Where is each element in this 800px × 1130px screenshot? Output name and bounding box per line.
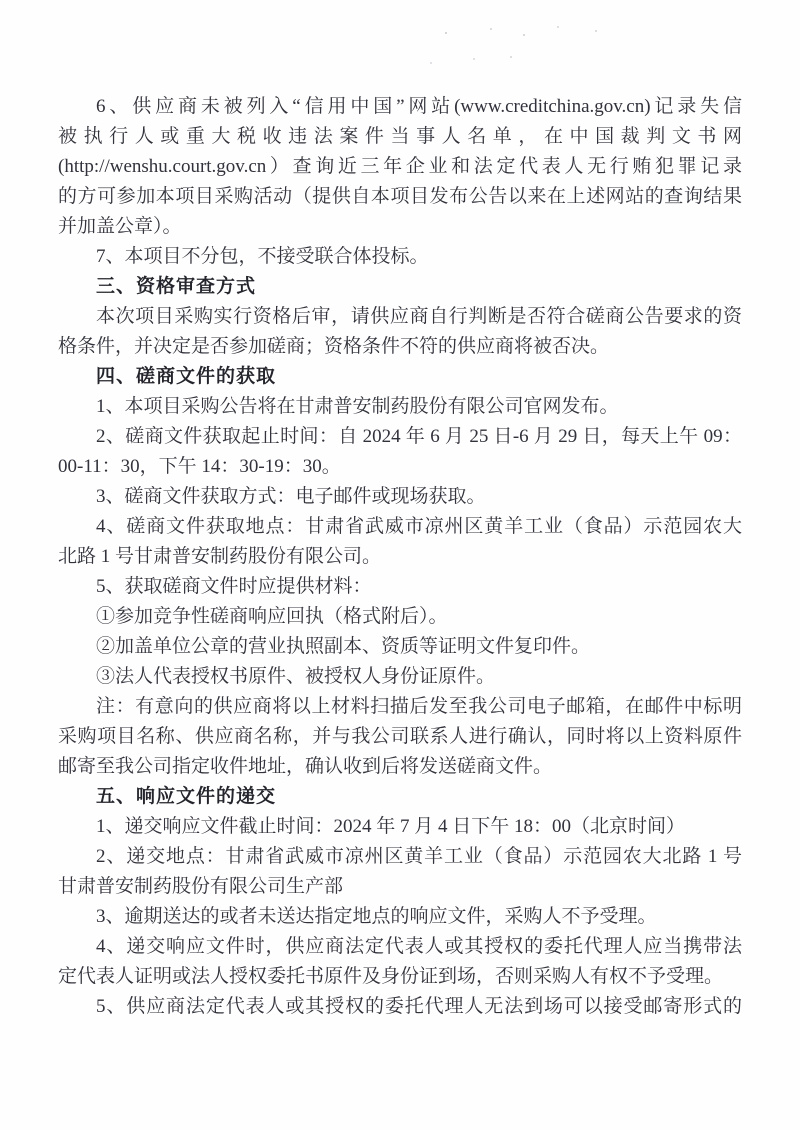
text-line: 4、递交响应文件时，供应商法定代表人或其授权的委托代理人应当携带法: [96, 936, 742, 957]
scan-noise: [445, 32, 447, 34]
text-line: 格条件，并决定是否参加磋商；资格条件不符的供应商将被否决。: [58, 336, 610, 357]
text-line: 本次项目采购实行资格后审，请供应商自行判断是否符合磋商公告要求的资: [96, 306, 742, 327]
text-line: 6、供应商未被列入“信用中国”网站(www.creditchina.gov.cn)记录失信: [96, 96, 742, 117]
text-line: ②加盖单位公章的营业执照副本、资质等证明文件复印件。: [96, 636, 591, 657]
text-line: ①参加竞争性磋商响应回执（格式附后）。: [96, 606, 448, 627]
text-line: ③法人代表授权书原件、被授权人身份证原件。: [96, 666, 496, 687]
text-line: 邮寄至我公司指定收件地址，确认收到后将发送磋商文件。: [58, 756, 553, 777]
section-heading: 四、磋商文件的获取: [96, 366, 277, 387]
document-body: [58, 92, 742, 1022]
text-line: 并加盖公章）。: [58, 216, 182, 237]
text-line: 7、本项目不分包，不接受联合体投标。: [96, 246, 429, 267]
text-line: 5、供应商法定代表人或其授权的委托代理人无法到场可以接受邮寄形式的: [96, 996, 742, 1017]
text-line: 的方可参加本项目采购活动（提供自本项目发布公告以来在上述网站的查询结果: [58, 186, 742, 207]
text-line: 注：有意向的供应商将以上材料扫描后发至我公司电子邮箱，在邮件中标明: [96, 696, 742, 717]
text-line: 甘肃普安制药股份有限公司生产部: [58, 876, 344, 897]
text-line: 1、递交响应文件截止时间：2024 年 7 月 4 日下午 18：00（北京时间）: [96, 816, 686, 837]
text-line: 2、磋商文件获取起止时间：自 2024 年 6 月 25 日-6 月 29 日，每天上午 09：: [96, 426, 742, 447]
text-line: 北路 1 号甘肃普安制药股份有限公司。: [58, 546, 382, 567]
section-heading: 五、响应文件的递交: [96, 786, 277, 807]
section-heading: 三、资格审查方式: [96, 276, 257, 297]
text-line: 被执行人或重大税收违法案件当事人名单，在中国裁判文书网: [58, 126, 742, 147]
text-line: 2、递交地点：甘肃省武威市凉州区黄羊工业（食品）示范园农大北路 1 号: [96, 846, 742, 867]
text-line: 采购项目名称、供应商名称，并与我公司联系人进行确认，同时将以上资料原件: [58, 726, 742, 747]
text-line: 5、获取磋商文件时应提供材料：: [96, 576, 372, 597]
text-line: 定代表人证明或法人授权委托书原件及身份证到场，否则采购人有权不予受理。: [58, 966, 724, 987]
text-line: 4、磋商文件获取地点：甘肃省武威市凉州区黄羊工业（食品）示范园农大: [96, 516, 742, 537]
text-line: (http://wenshu.court.gov.cn）查询近三年企业和法定代表人无行贿犯罪记录: [58, 156, 742, 177]
text-line: 3、逾期送达的或者未送达指定地点的响应文件，采购人不予受理。: [96, 906, 657, 927]
text-line: 3、磋商文件获取方式：电子邮件或现场获取。: [96, 486, 486, 507]
text-line: 00-11：30，下午 14：30-19：30。: [58, 456, 341, 477]
text-line: 1、本项目采购公告将在甘肃普安制药股份有限公司官网发布。: [96, 396, 619, 417]
